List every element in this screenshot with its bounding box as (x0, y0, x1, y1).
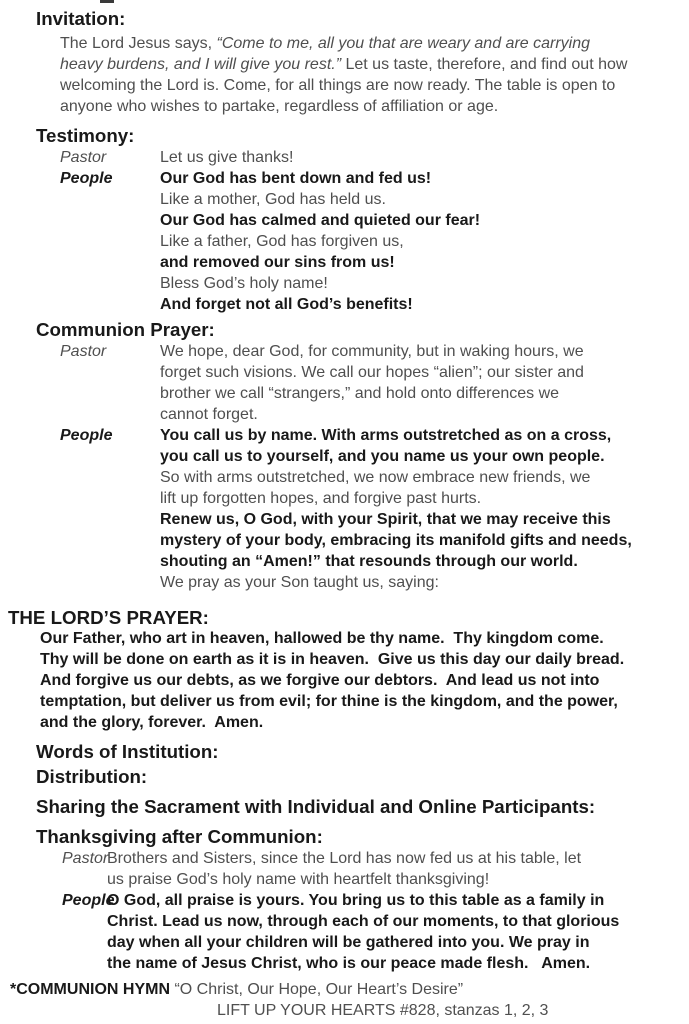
speaker-label-people: People (60, 170, 113, 187)
section-communion-prayer (0, 319, 689, 593)
prayer-line: Thy will be done on earth as it is in heaven. Give us this day our daily bread. (40, 651, 625, 668)
dialogue-line: Our God has calmed and quieted our fear! (160, 212, 481, 229)
words-of-institution-heading: Words of Institution: (36, 741, 219, 762)
invitation-heading: Invitation: (36, 8, 126, 29)
section-lords-prayer (0, 607, 689, 733)
people-speech (160, 425, 681, 593)
dialogue-line: cannot forget. (160, 406, 258, 423)
dialogue-line: mystery of your body, embracing its manifold gifts and needs, (160, 532, 632, 549)
dialogue-line: Brothers and Sisters, since the Lord has now fed us at his table, let (107, 850, 582, 867)
dialogue-line: shouting an “Amen!” that resounds through our world. (160, 553, 578, 570)
lords-prayer-body (40, 628, 669, 733)
cropped-text-artifact (100, 0, 114, 3)
testimony-dialogue (0, 147, 689, 315)
people-speech (160, 168, 681, 315)
communion-prayer-heading: Communion Prayer: (36, 319, 215, 340)
dialogue-row-people (0, 168, 689, 315)
section-invitation (0, 8, 689, 117)
sharing-sacrament-heading: Sharing the Sacrament with Individual and Online Participants: (36, 796, 596, 817)
speaker-label-pastor: Pastor (60, 343, 107, 360)
distribution-heading: Distribution: (36, 766, 148, 787)
speaker-label-pastor: Pastor (62, 850, 109, 867)
dialogue-line: We hope, dear God, for community, but in waking hours, we (160, 343, 584, 360)
prayer-line: and the glory, forever. Amen. (40, 714, 264, 731)
pastor-speech (107, 848, 681, 890)
scripture-quote: “Come to me, all you that are weary and are carrying heavy burdens, and I will give you rest.” (60, 35, 591, 73)
lords-prayer-heading: THE LORD’S PRAYER: (8, 607, 209, 628)
dialogue-row-pastor (0, 147, 689, 168)
dialogue-line: Let us give thanks! (160, 149, 294, 166)
dialogue-line: We pray as your Son taught us, saying: (160, 574, 439, 591)
speaker-label-people: People (62, 892, 115, 909)
dialogue-line: Christ. Lead us now, through each of our moments, to that glorious (107, 913, 620, 930)
dialogue-line: Bless God’s holy name! (160, 275, 328, 292)
pastor-speech (160, 147, 681, 168)
dialogue-row-people (0, 425, 689, 593)
dialogue-line: You call us by name. With arms outstretched as on a cross, (160, 427, 612, 444)
prayer-line: And forgive us our debts, as we forgive our debtors. And lead us not into (40, 672, 600, 689)
dialogue-line: day when all your children will be gathered into you. We pray in (107, 934, 590, 951)
hymnal-reference: LIFT UP YOUR HEARTS #828, stanzas 1, 2, 3 (217, 1002, 549, 1019)
dialogue-line: So with arms outstretched, we now embrace new friends, we (160, 469, 591, 486)
testimony-heading: Testimony: (36, 125, 135, 146)
dialogue-row-pastor (0, 848, 689, 890)
dialogue-line: Our God has bent down and fed us! (160, 170, 432, 187)
dialogue-line: and removed our sins from us! (160, 254, 395, 271)
prayer-line: Our Father, who art in heaven, hallowed be thy name. Thy kingdom come. (40, 630, 604, 647)
invitation-paragraph (60, 33, 634, 117)
people-speech (107, 890, 681, 974)
hymn-label: *COMMUNION HYMN (10, 981, 170, 998)
prayer-line: temptation, but deliver us from evil; for thine is the kingdom, and the power, (40, 693, 618, 710)
invitation-lead-text: The Lord Jesus says, (60, 35, 217, 52)
dialogue-line: you call us to yourself, and you name us your own people. (160, 448, 605, 465)
communion-prayer-dialogue (0, 341, 689, 593)
dialogue-line: forget such visions. We call our hopes “alien”; our sister and (160, 364, 584, 381)
dialogue-row-people (0, 890, 689, 974)
dialogue-line: Renew us, O God, with your Spirit, that we may receive this (160, 511, 611, 528)
dialogue-line: Like a mother, God has held us. (160, 191, 386, 208)
section-thanksgiving (0, 826, 689, 974)
dialogue-line: And forget not all God’s benefits! (160, 296, 413, 313)
dialogue-line: us praise God’s holy name with heartfelt thanksgiving! (107, 871, 490, 888)
hymn-title: “O Christ, Our Hope, Our Heart’s Desire” (170, 981, 464, 998)
dialogue-line: the name of Jesus Christ, who is our peace made flesh. Amen. (107, 955, 591, 972)
speaker-label-pastor: Pastor (60, 149, 107, 166)
dialogue-line: Like a father, God has forgiven us, (160, 233, 404, 250)
hymn-line (10, 979, 689, 1000)
pastor-speech (160, 341, 681, 425)
dialogue-line: O God, all praise is yours. You bring us to this table as a family in (107, 892, 605, 909)
speaker-label-people: People (60, 427, 113, 444)
dialogue-row-pastor (0, 341, 689, 425)
section-communion-hymn (10, 979, 689, 1021)
dialogue-line: lift up forgotten hopes, and forgive past hurts. (160, 490, 482, 507)
thanksgiving-dialogue (0, 848, 689, 974)
invitation-after-text: Let us taste, therefore, and find out how welcoming the Lord is. Come, for all things are now ready. The table is open to anyone who wishes to partake, regardless of affiliation or age. (60, 56, 628, 115)
thanksgiving-heading: Thanksgiving after Communion: (36, 826, 323, 847)
dialogue-line: brother we call “strangers,” and hold onto differences we (160, 385, 560, 402)
section-testimony (0, 125, 689, 315)
